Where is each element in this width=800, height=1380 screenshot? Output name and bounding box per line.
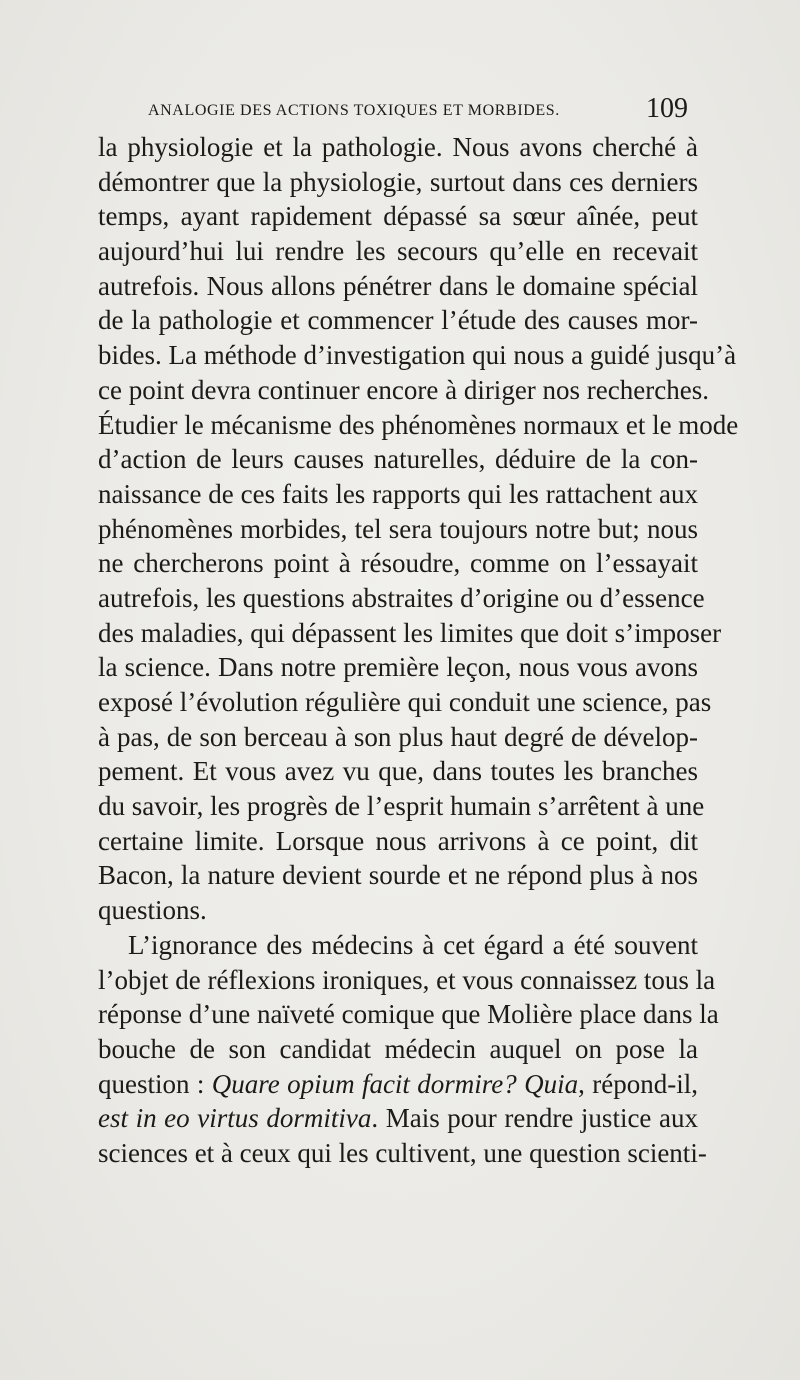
text-line: à pas, de son berceau à son plus haut degré de dévelop- bbox=[98, 721, 698, 752]
text-line: aujourd’hui lui rendre les secours qu’elle en recevait bbox=[98, 236, 698, 267]
italic-latin-quote: est in eo virtus dormitiva bbox=[98, 1103, 372, 1134]
text-line: du savoir, les progrès de l’esprit humain s’arrêtent à une bbox=[98, 791, 705, 822]
text-run: , répond-il, bbox=[578, 1068, 699, 1099]
text-line: Étudier le mécanisme des phénomènes normaux et le mode bbox=[98, 409, 739, 440]
running-head bbox=[148, 94, 688, 124]
text-line: la science. Dans notre première leçon, nous vous avons bbox=[98, 652, 698, 683]
page-number: 109 bbox=[646, 93, 688, 124]
italic-latin-quote: Quare opium facit dormire? bbox=[211, 1068, 517, 1099]
text-line: ne chercherons point à résoudre, comme on l’essayait bbox=[98, 548, 698, 579]
text-line: questions. bbox=[98, 895, 207, 926]
text-line: naissance de ces faits les rapports qui les rattachent aux bbox=[98, 478, 698, 509]
text-line: exposé l’évolution régulière qui conduit une science, pas bbox=[98, 687, 712, 717]
text-line: L’ignorance des médecins à cet égard a été souvent bbox=[128, 929, 698, 960]
text-line: bides. La méthode d’investigation qui nous a guidé jusqu’à bbox=[98, 340, 737, 371]
text-line: autrefois, les questions abstraites d’origine ou d’essence bbox=[98, 582, 705, 613]
text-line: certaine limite. Lorsque nous arrivons à ce point, dit bbox=[98, 825, 698, 856]
text-line: de la pathologie et commencer l’étude des causes mor- bbox=[98, 305, 698, 336]
running-title: ANALOGIE DES ACTIONS TOXIQUES ET MORBIDES. bbox=[148, 102, 560, 119]
text-line: temps, ayant rapidement dépassé sa sœur aînée, peut bbox=[98, 201, 698, 232]
text-line: réponse d’une naïveté comique que Molière place dans la bbox=[98, 999, 719, 1030]
text-line: autrefois. Nous allons pénétrer dans le domaine spécial bbox=[98, 270, 698, 301]
text-run: . Mais pour rendre justice aux bbox=[371, 1103, 698, 1134]
text-line: des maladies, qui dépassent les limites que doit s’imposer bbox=[98, 617, 722, 648]
text-line: Bacon, la nature devient sourde et ne répond plus à nos bbox=[98, 860, 698, 891]
text-line: d’action de leurs causes naturelles, déduire de la con- bbox=[98, 444, 698, 475]
text-line-mixed bbox=[98, 1101, 698, 1136]
text-line-mixed bbox=[98, 1067, 698, 1102]
body-text bbox=[98, 130, 739, 1171]
text-run: question : bbox=[98, 1068, 212, 1099]
text-line: sciences et à ceux qui les cultivent, une question scienti- bbox=[98, 1137, 707, 1168]
text-line: bouche de son candidat médecin auquel on pose la bbox=[98, 1033, 698, 1064]
text-line: ce point devra continuer encore à diriger nos recherches. bbox=[98, 374, 709, 405]
text-line: la physiologie et la pathologie. Nous avons cherché à bbox=[98, 132, 698, 162]
italic-latin-quote: Quia bbox=[524, 1068, 579, 1099]
text-line: phénomènes morbides, tel sera toujours notre but; nous bbox=[98, 513, 698, 544]
text-line: démontrer que la physiologie, surtout dans ces derniers bbox=[98, 166, 698, 197]
text-line: l’objet de réflexions ironiques, et vous connaissez tous la bbox=[98, 964, 716, 995]
text-line: pement. Et vous avez vu que, dans toutes les branches bbox=[98, 756, 698, 787]
